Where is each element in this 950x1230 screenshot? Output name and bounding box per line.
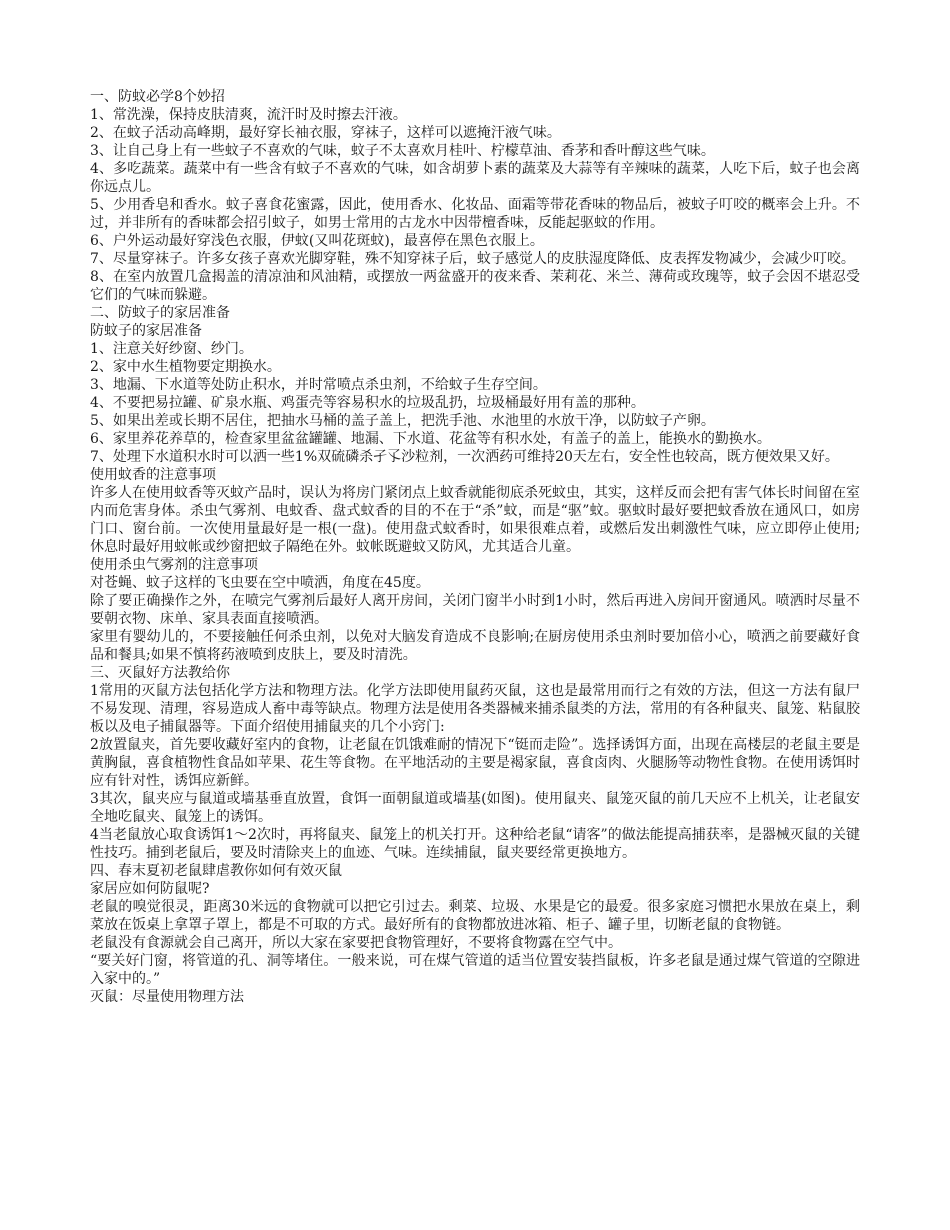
paragraph: 使用杀虫气雾剂的注意事项 xyxy=(90,557,258,573)
paragraph: 1、常洗澡，保持皮肤清爽，流汗时及时擦去汗液。 xyxy=(90,107,407,123)
paragraph: 许多人在使用蚊香等灭蚊产品时，误认为将房门紧闭点上蚊香就能彻底杀死蚊虫，其实，这样反而会把有害气体长时间留在室内而危害身体。杀虫气雾剂、电蚊香、盘式蚊香的目的不在于“杀”蚊，而是“驱”蚊。驱蚊时最好要把蚊香放在通风口，如房门口、窗台前。一次使用量最好是一根(一盘)。使用盘式蚊香时，如果很难点着，或燃后发出刺激性气味，应立即停止使用;休息时最好用蚊帐或纱窗把蚊子隔绝在外。蚊帐既避蚊又防风，尤其适合儿童。 xyxy=(90,485,860,555)
paragraph: 4、多吃蔬菜。蔬菜中有一些含有蚊子不喜欢的气味，如含胡萝卜素的蔬菜及大蒜等有辛辣味的蔬菜，人吃下后，蚊子也会离你远点儿。 xyxy=(90,161,860,195)
paragraph: 2、家中水生植物要定期换水。 xyxy=(90,359,281,375)
paragraph: 一、防蚊必学8个妙招 xyxy=(90,89,225,105)
paragraph: 四、春末夏初老鼠肆虐教你如何有效灭鼠 xyxy=(90,863,342,879)
paragraph: 家里有婴幼儿的，不要接触任何杀虫剂，以免对大脑发育造成不良影响;在厨房使用杀虫剂时要加倍小心，喷洒之前要藏好食品和餐具;如果不慎将药液喷到皮肤上，要及时清洗。 xyxy=(90,629,860,663)
paragraph: 1常用的灭鼠方法包括化学方法和物理方法。化学方法即使用鼠药灭鼠，这也是最常用而行之有效的方法，但这一方法有鼠尸不易发现、清理，容易造成人畜中毒等缺点。物理方法是使用各类器械来捕杀鼠类的方法，常用的有各种鼠夹、鼠笼、粘鼠胶板以及电子捕鼠器等。下面介绍使用捕鼠夹的几个小窍门: xyxy=(90,683,860,735)
paragraph: 三、灭鼠好方法教给你 xyxy=(90,665,230,681)
paragraph: 4、不要把易拉罐、矿泉水瓶、鸡蛋壳等容易积水的垃圾乱扔，垃圾桶最好用有盖的那种。 xyxy=(90,395,645,411)
paragraph: 2放置鼠夹，首先要收藏好室内的食物，让老鼠在饥饿难耐的情况下“铤而走险”。选择诱饵方面，出现在高楼层的老鼠主要是黄胸鼠，喜食植物性食品如苹果、花生等食物。在平地活动的主要是褐家鼠，喜食卤肉、火腿肠等动物性食物。在使用诱饵时应有针对性，诱饵应新鲜。 xyxy=(90,737,860,789)
paragraph: 7、处理下水道积水时可以洒一些1%双硫磷杀孑孓沙粒剂，一次洒药可维持20天左右，安全性也较高，既方便效果又好。 xyxy=(90,449,839,465)
paragraph: 5、如果出差或长期不居住，把抽水马桶的盖子盖上，把洗手池、水池里的水放干净，以防蚊子产卵。 xyxy=(90,413,715,429)
paragraph: 8、在室内放置几盒揭盖的清凉油和风油精，或摆放一两盆盛开的夜来香、茉莉花、米兰、薄荷或玫瑰等，蚊子会因不堪忍受它们的气味而躲避。 xyxy=(90,269,860,303)
paragraph: 6、家里养花养草的，检查家里盆盆罐罐、地漏、下水道、花盆等有积水处，有盖子的盖上，能换水的勤换水。 xyxy=(90,431,771,447)
paragraph: 对苍蝇、蚊子这样的飞虫要在空中喷洒，角度在45度。 xyxy=(90,575,430,591)
paragraph: 4当老鼠放心取食诱饵1～2次时，再将鼠夹、鼠笼上的机关打开。这种给老鼠“请客”的做法能提高捕获率，是器械灭鼠的关键性技巧。捕到老鼠后，要及时清除夹上的血迹、气味。连续捕鼠，鼠夹要经常更换地方。 xyxy=(90,827,860,861)
paragraph: “要关好门窗，将管道的孔、洞等堵住。一般来说，可在煤气管道的适当位置安装挡鼠板，许多老鼠是通过煤气管道的空隙进入家中的。” xyxy=(90,953,860,987)
paragraph: 老鼠的嗅觉很灵，距离30米远的食物就可以把它引过去。剩菜、垃圾、水果是它的最爱。很多家庭习惯把水果放在桌上，剩菜放在饭桌上拿罩子罩上，都是不可取的方式。最好所有的食物都放进冰箱、柜子、罐子里，切断老鼠的食物链。 xyxy=(90,899,860,933)
paragraph: 除了要正确操作之外，在喷完气雾剂后最好人离开房间，关闭门窗半小时到1小时，然后再进入房间开窗通风。喷洒时尽量不要朝衣物、床单、家具表面直接喷洒。 xyxy=(90,593,860,627)
paragraph: 防蚊子的家居准备 xyxy=(90,323,202,339)
paragraph: 6、户外运动最好穿浅色衣服，伊蚊(又叫花斑蚊)，最喜停在黑色衣服上。 xyxy=(90,233,544,249)
paragraph: 7、尽量穿袜子。许多女孩子喜欢光脚穿鞋，殊不知穿袜子后，蚊子感觉人的皮肤湿度降低、皮表挥发物减少，会减少叮咬。 xyxy=(90,251,855,267)
paragraph: 二、防蚊子的家居准备 xyxy=(90,305,230,321)
paragraph: 1、注意关好纱窗、纱门。 xyxy=(90,341,253,357)
paragraph: 灭鼠：尽量使用物理方法 xyxy=(90,989,244,1005)
paragraph: 3、地漏、下水道等处防止积水，并时常喷点杀虫剂，不给蚊子生存空间。 xyxy=(90,377,547,393)
paragraph: 3其次，鼠夹应与鼠道或墙基垂直放置，食饵一面朝鼠道或墙基(如图)。使用鼠夹、鼠笼灭鼠的前几天应不上机关，让老鼠安全地吃鼠夹、鼠笼上的诱饵。 xyxy=(90,791,860,825)
paragraph: 老鼠没有食源就会自己离开，所以大家在家要把食物管理好，不要将食物露在空气中。 xyxy=(90,935,622,951)
paragraph: 2、在蚊子活动高峰期，最好穿长袖衣服，穿袜子，这样可以遮掩汗液气味。 xyxy=(90,125,561,141)
paragraph: 5、少用香皂和香水。蚊子喜食花蜜露，因此，使用香水、化妆品、面霜等带花香味的物品后，被蚊子叮咬的概率会上升。不过，并非所有的香味都会招引蚊子，如男士常用的古龙水中因带檀香味，反能起驱蚊的作用。 xyxy=(90,197,860,231)
paragraph: 3、让自己身上有一些蚊子不喜欢的气味，蚊子不太喜欢月桂叶、柠檬草油、香茅和香叶醇这些气味。 xyxy=(90,143,715,159)
paragraph: 家居应如何防鼠呢? xyxy=(90,881,210,897)
document-body xyxy=(90,88,860,1006)
paragraph: 使用蚊香的注意事项 xyxy=(90,467,216,483)
